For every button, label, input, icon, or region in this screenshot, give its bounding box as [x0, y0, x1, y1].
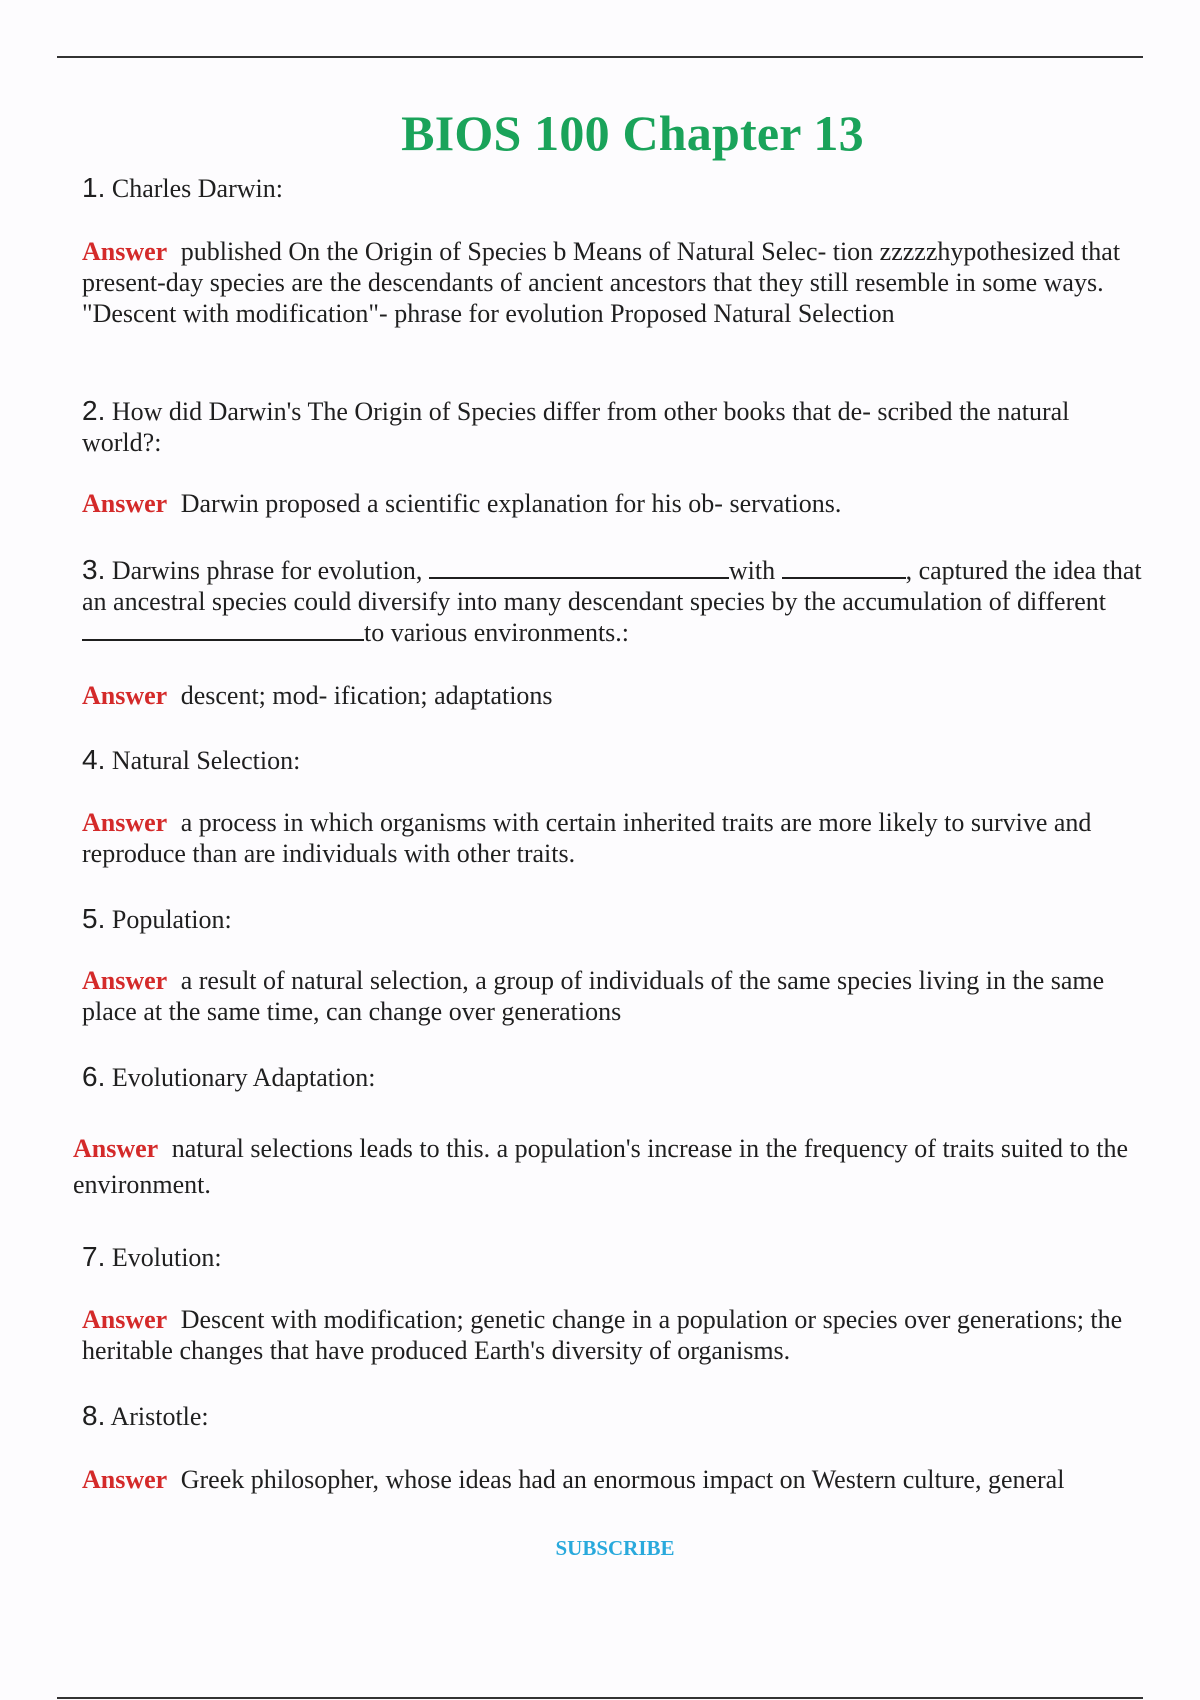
- answer-5: [82, 965, 1142, 1027]
- question-text-part: Darwins phrase for evolution,: [111, 556, 429, 585]
- answer-2: [82, 488, 1142, 519]
- question-text: Aristotle:: [110, 1402, 209, 1431]
- question-number: 5.: [82, 903, 106, 934]
- answer-label: Answer: [82, 1465, 168, 1494]
- page-title: BIOS 100 Chapter 13: [401, 104, 864, 161]
- answer-text: natural selections leads to this. a population's increase in the frequency of traits suited to the environment.: [73, 1134, 1129, 1199]
- question-6: [82, 1061, 1142, 1093]
- answer-4: [82, 807, 1142, 869]
- answer-text: a process in which organisms with certain inherited traits are more likely to survive and reproduce than are individuals with other traits.: [82, 808, 1092, 868]
- question-number: 6.: [82, 1061, 106, 1092]
- subscribe-link[interactable]: SUBSCRIBE: [555, 1536, 675, 1560]
- question-8: [82, 1400, 1142, 1432]
- answer-1: [82, 236, 1142, 329]
- question-5: [82, 903, 1142, 935]
- question-7: [82, 1241, 1142, 1273]
- question-number: 4.: [82, 744, 106, 775]
- bottom-rule: [57, 1697, 1143, 1699]
- answer-text: Greek philosopher, whose ideas had an enormous impact on Western culture, general: [180, 1465, 1065, 1494]
- question-4: [82, 744, 1142, 776]
- question-1: [82, 172, 1142, 204]
- fill-in-blank: [782, 555, 906, 579]
- question-2: [82, 395, 1142, 458]
- answer-label: Answer: [82, 489, 168, 518]
- question-number: 3.: [82, 554, 106, 585]
- answer-6: [73, 1131, 1148, 1203]
- answer-label: Answer: [82, 681, 168, 710]
- answer-text: a result of natural selection, a group of individuals of the same species living in the same place at the same time, can change over generations: [82, 966, 1105, 1026]
- answer-text: descent; mod- ification; adaptations: [180, 681, 553, 710]
- question-text-part: , captured the idea that an ancestral species could diversify into many descendant species by the accumulation of different: [82, 556, 1142, 616]
- question-text: Evolution:: [111, 1243, 222, 1272]
- question-number: 8.: [82, 1400, 106, 1431]
- question-number: 7.: [82, 1241, 106, 1272]
- answer-text: Darwin proposed a scientific explanation for his ob- servations.: [180, 489, 842, 518]
- question-text: How did Darwin's The Origin of Species differ from other books that de- scribed the natural world?:: [82, 397, 1070, 457]
- question-text: Population:: [111, 905, 232, 934]
- answer-7: [82, 1304, 1142, 1366]
- question-text-part: to various environments.:: [364, 618, 630, 647]
- question-text: Evolutionary Adaptation:: [111, 1063, 376, 1092]
- question-number: 2.: [82, 395, 106, 426]
- answer-label: Answer: [82, 237, 168, 266]
- answer-label: Answer: [82, 808, 168, 837]
- question-text: Charles Darwin:: [111, 174, 283, 203]
- fill-in-blank: [82, 617, 364, 641]
- answer-label: Answer: [73, 1134, 159, 1163]
- question-text-part: with: [728, 556, 782, 585]
- question-text: Natural Selection:: [111, 746, 301, 775]
- answer-label: Answer: [82, 1305, 168, 1334]
- answer-3: [82, 680, 1142, 711]
- top-rule: [57, 56, 1143, 58]
- answer-text: published On the Origin of Species b Means of Natural Selec- tion zzzzzhypothesized that present-day species are the descendants of ancient ancestors that they still resemble in some ways. "Descent with modification"- phrase for evolution Proposed Natural Selection: [82, 237, 1121, 328]
- answer-8: [82, 1464, 1142, 1495]
- answer-text: Descent with modification; genetic change in a population or species over generations; the heritable changes that have produced Earth's diversity of organisms.: [82, 1305, 1123, 1365]
- answer-label: Answer: [82, 966, 168, 995]
- fill-in-blank: [429, 555, 729, 579]
- question-3: [82, 554, 1142, 648]
- question-number: 1.: [82, 172, 106, 203]
